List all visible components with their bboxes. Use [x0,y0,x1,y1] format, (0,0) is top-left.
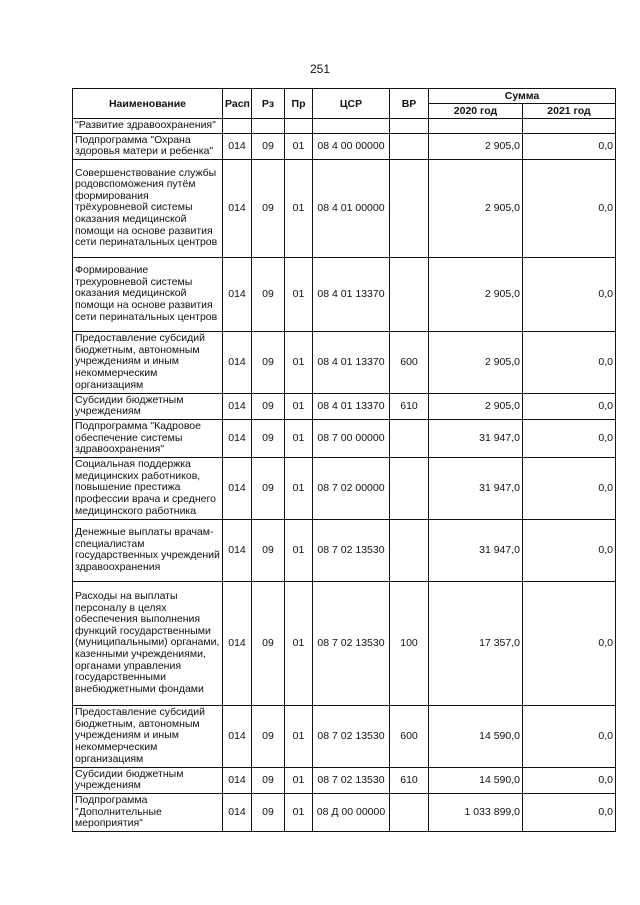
table-row [73,519,616,581]
row-vr [390,519,429,581]
row-vr [390,419,429,457]
row-csr: 08 Д 00 00000 [313,793,390,831]
row-rasp: 014 [223,705,252,767]
row-rz: 09 [252,133,285,159]
table-row [73,705,616,767]
row-sum-2020: 31 947,0 [429,519,523,581]
row-csr [313,119,390,134]
row-sum-2021: 0,0 [523,793,616,831]
row-sum-2020: 2 905,0 [429,331,523,393]
row-name: Предоставление субсидий бюджетным, автономным учреждениям и иным некоммерческим организациям [73,331,223,393]
row-pr: 01 [285,767,313,793]
row-sum-2021: 0,0 [523,159,616,257]
row-rz [252,119,285,134]
header-csr: ЦСР [313,89,390,119]
row-name: Расходы на выплаты персоналу в целях обеспечения выполнения функций государственными (муниципальными) органами, казенными учреждениями, органами управления государственными внебюджетными фондами [73,581,223,705]
row-vr [390,457,429,519]
row-csr: 08 7 02 00000 [313,457,390,519]
row-pr: 01 [285,133,313,159]
row-rasp: 014 [223,793,252,831]
row-rz: 09 [252,457,285,519]
row-sum-2020: 17 357,0 [429,581,523,705]
row-vr: 100 [390,581,429,705]
row-pr: 01 [285,159,313,257]
table-row [73,159,616,257]
row-vr [390,159,429,257]
row-rz: 09 [252,519,285,581]
row-name: Субсидии бюджетным учреждениям [73,393,223,419]
row-vr: 610 [390,767,429,793]
table-header [73,89,616,119]
row-sum-2020: 2 905,0 [429,159,523,257]
row-rasp: 014 [223,519,252,581]
row-sum-2021: 0,0 [523,331,616,393]
table-row [73,331,616,393]
row-csr: 08 4 01 13370 [313,331,390,393]
header-year-2021: 2021 год [523,104,616,119]
row-vr [390,793,429,831]
row-sum-2020: 2 905,0 [429,257,523,331]
row-csr: 08 7 02 13530 [313,767,390,793]
row-rasp: 014 [223,257,252,331]
table-row [73,457,616,519]
row-rz: 09 [252,419,285,457]
row-rasp: 014 [223,767,252,793]
row-rz: 09 [252,393,285,419]
row-rasp [223,119,252,134]
row-rz: 09 [252,581,285,705]
row-sum-2021: 0,0 [523,705,616,767]
row-pr: 01 [285,457,313,519]
row-sum-2021: 0,0 [523,393,616,419]
table-row [73,767,616,793]
row-sum-2020: 14 590,0 [429,767,523,793]
table-row [73,257,616,331]
row-sum-2020: 31 947,0 [429,419,523,457]
row-pr: 01 [285,581,313,705]
row-sum-2021: 0,0 [523,419,616,457]
table-row [73,393,616,419]
row-name: Субсидии бюджетным учреждениям [73,767,223,793]
header-sum: Сумма [429,89,616,104]
row-sum-2021: 0,0 [523,133,616,159]
row-sum-2020: 14 590,0 [429,705,523,767]
row-sum-2020: 2 905,0 [429,393,523,419]
row-sum-2021: 0,0 [523,767,616,793]
row-csr: 08 7 00 00000 [313,419,390,457]
row-vr [390,257,429,331]
table-row [73,133,616,159]
row-rz: 09 [252,767,285,793]
header-year-2020: 2020 год [429,104,523,119]
header-vr: ВР [390,89,429,119]
row-csr: 08 4 01 00000 [313,159,390,257]
row-csr: 08 7 02 13530 [313,519,390,581]
row-sum-2021 [523,119,616,134]
row-name: Формирование трехуровневой системы оказания медицинской помощи на основе развития сети перинатальных центров [73,257,223,331]
table-body [73,119,616,832]
row-rz: 09 [252,257,285,331]
row-name: "Развитие здравоохранения" [73,119,223,134]
row-vr: 610 [390,393,429,419]
page-number: 251 [309,62,331,76]
header-rasp: Расп [223,89,252,119]
row-rasp: 014 [223,457,252,519]
row-sum-2021: 0,0 [523,257,616,331]
row-name: Подпрограмма "Дополнительные мероприятия" [73,793,223,831]
row-csr: 08 4 01 13370 [313,257,390,331]
table-row [73,581,616,705]
table-row [73,419,616,457]
row-name: Предоставление субсидий бюджетным, автономным учреждениям и иным некоммерческим организациям [73,705,223,767]
row-sum-2021: 0,0 [523,519,616,581]
row-sum-2021: 0,0 [523,457,616,519]
row-name: Подпрограмма "Кадровое обеспечение системы здравоохранения" [73,419,223,457]
row-csr: 08 4 00 00000 [313,133,390,159]
row-rasp: 014 [223,331,252,393]
row-rasp: 014 [223,133,252,159]
row-name: Социальная поддержка медицинских работников, повышение престижа профессии врача и среднего медицинского работника [73,457,223,519]
row-rz: 09 [252,159,285,257]
table-row [73,119,616,134]
row-name: Совершенствование службы родовспоможения путём формирования трёхуровневой системы оказания медицинской помощи на основе развития сети перинатальных центров [73,159,223,257]
row-pr: 01 [285,257,313,331]
row-pr [285,119,313,134]
row-pr: 01 [285,331,313,393]
row-sum-2020: 1 033 899,0 [429,793,523,831]
row-rasp: 014 [223,419,252,457]
row-sum-2020 [429,119,523,134]
row-sum-2020: 2 905,0 [429,133,523,159]
row-rasp: 014 [223,393,252,419]
row-vr [390,133,429,159]
row-name: Подпрограмма "Охрана здоровья матери и ребенка" [73,133,223,159]
row-name: Денежные выплаты врачам-специалистам государственных учреждений здравоохранения [73,519,223,581]
row-vr: 600 [390,705,429,767]
row-pr: 01 [285,793,313,831]
header-name: Наименование [73,89,223,119]
row-rasp: 014 [223,581,252,705]
row-pr: 01 [285,705,313,767]
row-sum-2020: 31 947,0 [429,457,523,519]
row-rz: 09 [252,793,285,831]
row-rasp: 014 [223,159,252,257]
row-sum-2021: 0,0 [523,581,616,705]
row-vr [390,119,429,134]
table-row [73,793,616,831]
row-csr: 08 4 01 13370 [313,393,390,419]
row-pr: 01 [285,393,313,419]
row-rz: 09 [252,331,285,393]
row-csr: 08 7 02 13530 [313,705,390,767]
row-pr: 01 [285,519,313,581]
row-pr: 01 [285,419,313,457]
header-pr: Пр [285,89,313,119]
budget-table [72,88,616,832]
row-csr: 08 7 02 13530 [313,581,390,705]
header-rz: Рз [252,89,285,119]
row-vr: 600 [390,331,429,393]
row-rz: 09 [252,705,285,767]
